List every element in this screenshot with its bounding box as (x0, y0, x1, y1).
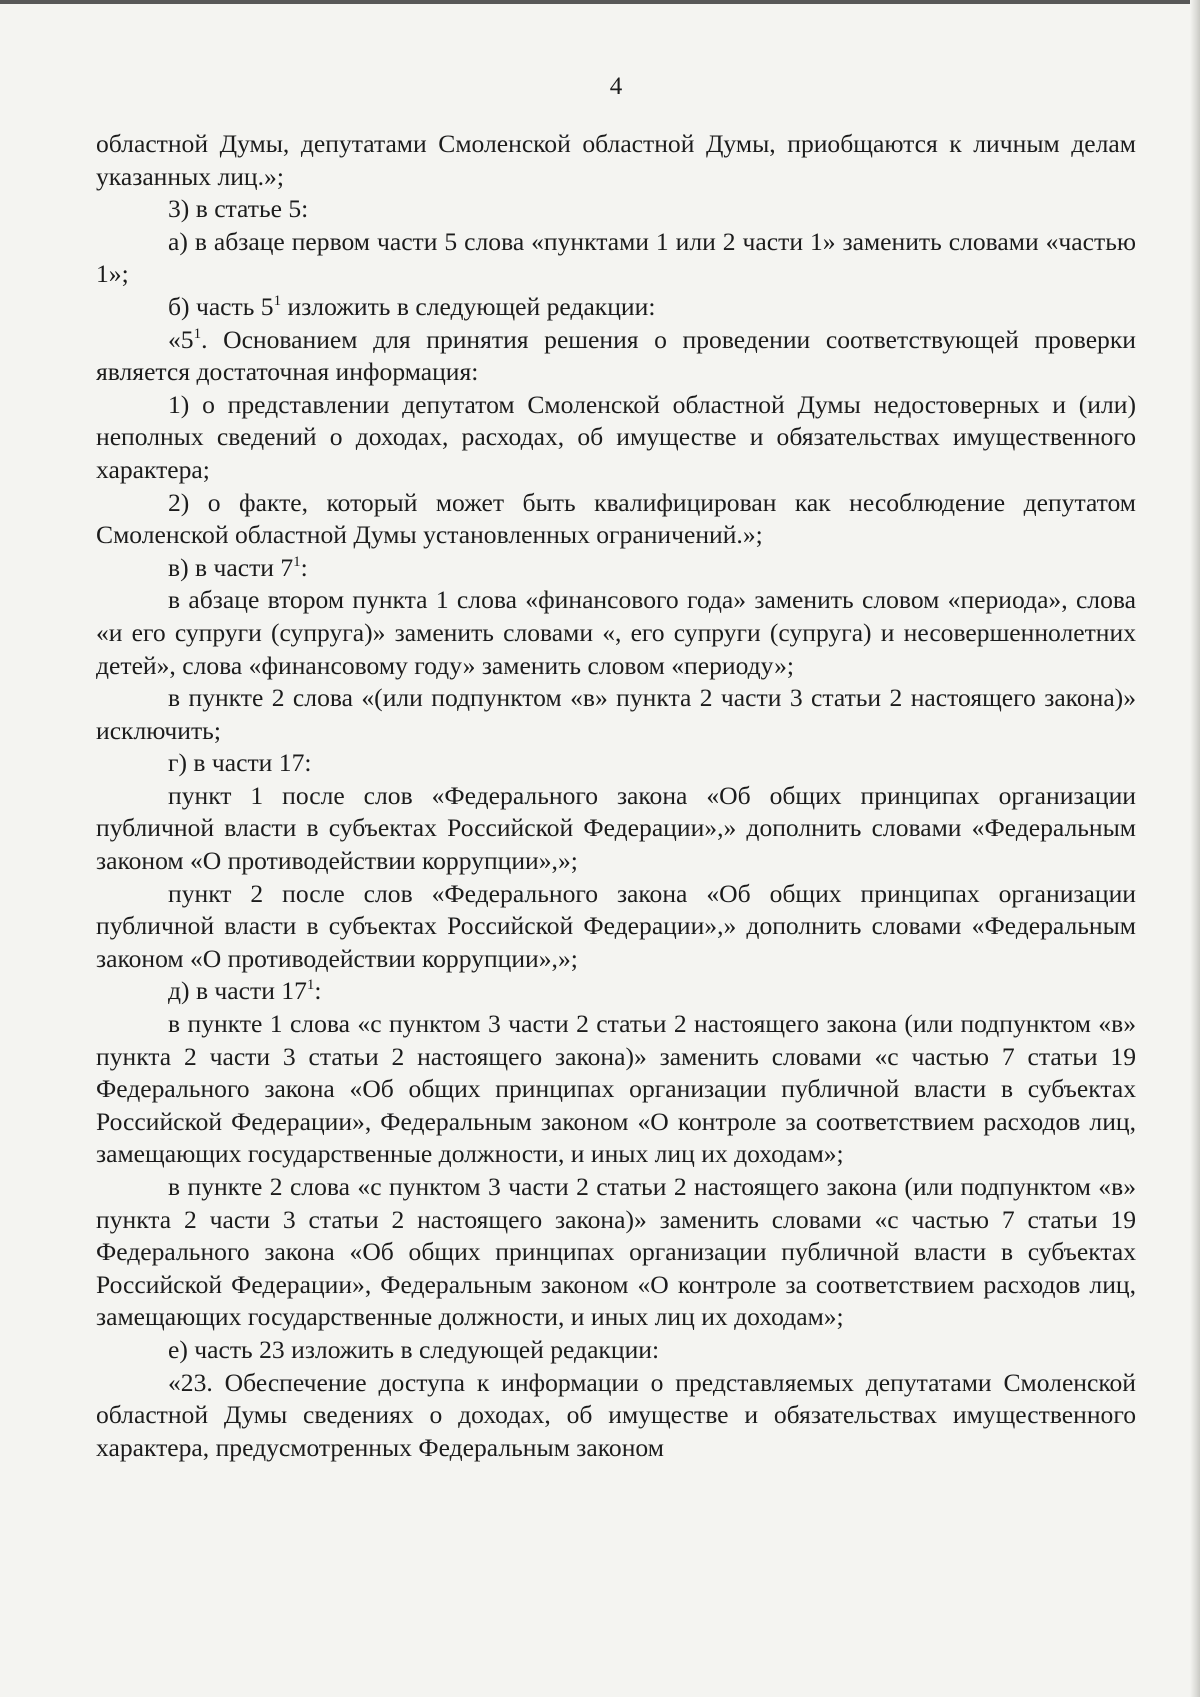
superscript: 1 (273, 292, 282, 309)
text-segment: пункт 1 после слов «Федерального закона «Об общих принципах организации публичной власти в субъектах Российской Федерации»,» дополнить словами «Федеральным законом «О противодействии коррупции»,»; (96, 780, 1136, 876)
text-segment: 2) о факте, который может быть квалифицирован как несоблюдение депутатом Смоленской областной Думы установленных ограничений.»; (96, 487, 1136, 550)
paragraph (96, 128, 1136, 193)
text-segment: в) в части 7 (168, 552, 294, 582)
superscript: 1 (193, 325, 202, 342)
text-segment: «23. Обеспечение доступа к информации о представляемых депутатами Смоленской областной Думы сведениях о доходах, об имуществе и обязательствах имущественного характера, предусмотренных Федеральным законом (96, 1367, 1136, 1462)
scan-right-edge (1190, 0, 1200, 1697)
paragraph (96, 584, 1136, 682)
paragraph (96, 1334, 1136, 1367)
text-segment: в абзаце втором пункта 1 слова «финансового года» заменить словом «периода», слова «и его супруги (супруга)» заменить словами «, его супруги (супруга) и несовершеннолетних детей», слова «финансовому году» заменить словом «периоду»; (96, 585, 1136, 680)
paragraph (96, 747, 1136, 780)
paragraph (96, 552, 1136, 585)
paragraph (96, 226, 1136, 291)
paragraph (96, 487, 1136, 552)
text-segment: б) часть 5 (168, 291, 274, 321)
paragraph (96, 1171, 1136, 1334)
superscript: 1 (306, 977, 315, 994)
text-segment: : (300, 552, 308, 582)
paragraph (96, 324, 1136, 389)
text-segment: 3) в статье 5: (168, 194, 309, 224)
paragraph (96, 291, 1136, 324)
superscript: 1 (293, 553, 301, 570)
document-page (96, 70, 1136, 1464)
text-segment: изложить в следующей редакции: (281, 291, 656, 321)
text-segment: . Основанием для принятия решения о проведении соответствующей проверки является достаточная информация: (96, 324, 1136, 387)
paragraph (96, 193, 1136, 226)
text-segment: в пункте 1 слова «с пунктом 3 части 2 статьи 2 настоящего закона (или подпунктом «в» пункта 2 части 3 статьи 2 настоящего закона)» заменить словами «с частью 7 статьи 19 Федерального закона «Об общих принципах организации публичной власти в субъектах Российской Федерации», Федеральным законом «О контроле за соответствием расходов лиц, замещающих государственные должности, и иных лиц их доходам»; (96, 1009, 1136, 1169)
text-segment: «5 (168, 324, 194, 354)
text-segment: : (314, 976, 322, 1006)
scan-top-edge (0, 0, 1200, 4)
paragraph (96, 682, 1136, 747)
text-segment: а) в абзаце первом части 5 слова «пунктами 1 или 2 части 1» заменить словами «частью 1»; (96, 226, 1136, 289)
paragraph (96, 1367, 1136, 1465)
text-segment: г) в части 17: (168, 748, 312, 778)
paragraph (96, 975, 1136, 1008)
text-segment: в пункте 2 слова «с пунктом 3 части 2 статьи 2 настоящего закона (или подпунктом «в» пункта 2 части 3 статьи 2 настоящего закона)» заменить словами «с частью 7 статьи 19 Федерального закона «Об общих принципах организации публичной власти в субъектах Российской Федерации», Федеральным законом «О контроле за соответствием расходов лиц, замещающих государственные должности, и иных лиц их доходам»; (96, 1172, 1136, 1332)
page-number: 4 (609, 73, 623, 100)
text-segment: областной Думы, депутатами Смоленской областной Думы, приобщаются к личным делам указанных лиц.»; (96, 129, 1136, 191)
paragraph (96, 780, 1136, 878)
paragraph (96, 878, 1136, 976)
paragraph (96, 389, 1136, 487)
text-segment: пункт 2 после слов «Федерального закона «Об общих принципах организации публичной власти в субъектах Российской Федерации»,» дополнить словами «Федеральным законом «О противодействии коррупции»,»; (96, 878, 1136, 973)
paragraph (96, 1008, 1136, 1171)
text-segment: е) часть 23 изложить в следующей редакции: (168, 1334, 660, 1364)
document-body (96, 128, 1136, 1464)
text-segment: 1) о представлении депутатом Смоленской областной Думы недостоверных и (или) неполных сведений о доходах, расходах, об имуществе и обязательствах имущественного характера; (96, 389, 1136, 484)
text-segment: в пункте 2 слова «(или подпунктом «в» пункта 2 части 3 статьи 2 настоящего закона)» исключить; (96, 683, 1136, 745)
text-segment: д) в части 17 (168, 976, 307, 1006)
